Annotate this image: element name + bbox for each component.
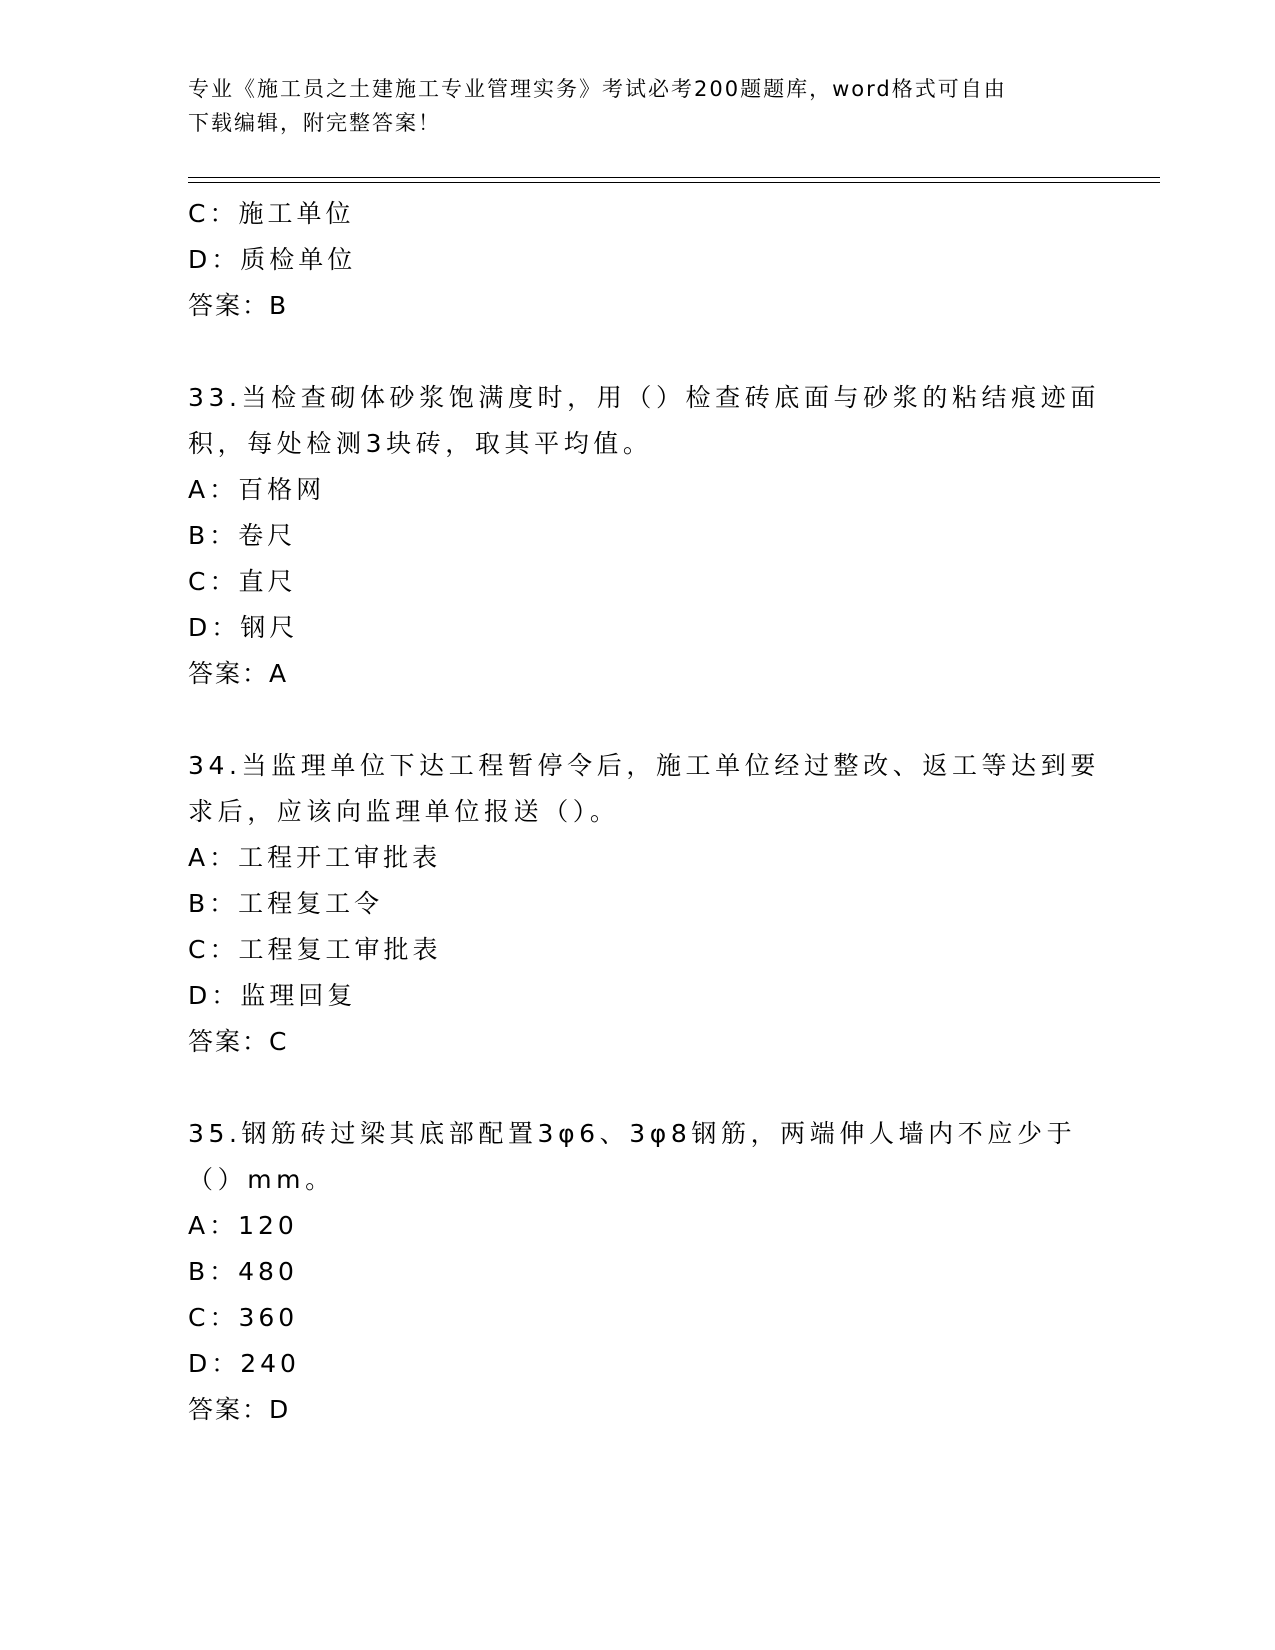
answer-line: 答案：C bbox=[188, 1027, 289, 1056]
option-c: C：直尺 bbox=[188, 567, 297, 596]
option-a: A：百格网 bbox=[188, 475, 326, 504]
option-b: B：工程复工令 bbox=[188, 889, 384, 918]
question-33 bbox=[188, 375, 1100, 697]
spacer bbox=[188, 329, 1088, 375]
previous-question-continuation bbox=[188, 191, 1088, 329]
answer-line: 答案：B bbox=[188, 291, 289, 320]
option-d: D：钢尺 bbox=[188, 613, 299, 642]
option-a: A：120 bbox=[188, 1211, 298, 1240]
header-divider-bottom bbox=[188, 182, 1160, 183]
question-34 bbox=[188, 743, 1100, 1065]
answer-line: 答案：D bbox=[188, 1395, 291, 1424]
document-body bbox=[188, 191, 1100, 1433]
spacer bbox=[188, 697, 1088, 743]
option-b: B：卷尺 bbox=[188, 521, 297, 550]
option-c: C：360 bbox=[188, 1303, 299, 1332]
question-text: （）mm。 bbox=[188, 1165, 335, 1194]
header-line-2: 下载编辑，附完整答案！ bbox=[188, 111, 441, 135]
option-d: D：质检单位 bbox=[188, 245, 357, 274]
spacer bbox=[188, 1065, 1088, 1111]
option-b: B：480 bbox=[188, 1257, 298, 1286]
question-text: 34.当监理单位下达工程暂停令后，施工单位经过整改、返工等达到要 bbox=[188, 751, 1100, 780]
header-line-1: 专业《施工员之土建施工专业管理实务》考试必考200题题库，word格式可自由 bbox=[188, 77, 1007, 101]
header-divider-top bbox=[188, 177, 1160, 178]
question-text: 求后，应该向监理单位报送（）。 bbox=[188, 797, 620, 826]
option-c: C：施工单位 bbox=[188, 199, 355, 228]
question-text: 35.钢筋砖过梁其底部配置3φ6、3φ8钢筋，两端伸人墙内不应少于 bbox=[188, 1119, 1077, 1148]
option-d: D：监理回复 bbox=[188, 981, 357, 1010]
answer-line: 答案：A bbox=[188, 659, 289, 688]
question-text: 33.当检查砌体砂浆饱满度时，用（）检查砖底面与砂浆的粘结痕迹面 bbox=[188, 383, 1100, 412]
question-35 bbox=[188, 1111, 1088, 1433]
question-text: 积，每处检测3块砖，取其平均值。 bbox=[188, 429, 653, 458]
document-header bbox=[188, 72, 1068, 140]
option-c: C：工程复工审批表 bbox=[188, 935, 442, 964]
option-a: A：工程开工审批表 bbox=[188, 843, 442, 872]
option-d: D：240 bbox=[188, 1349, 300, 1378]
